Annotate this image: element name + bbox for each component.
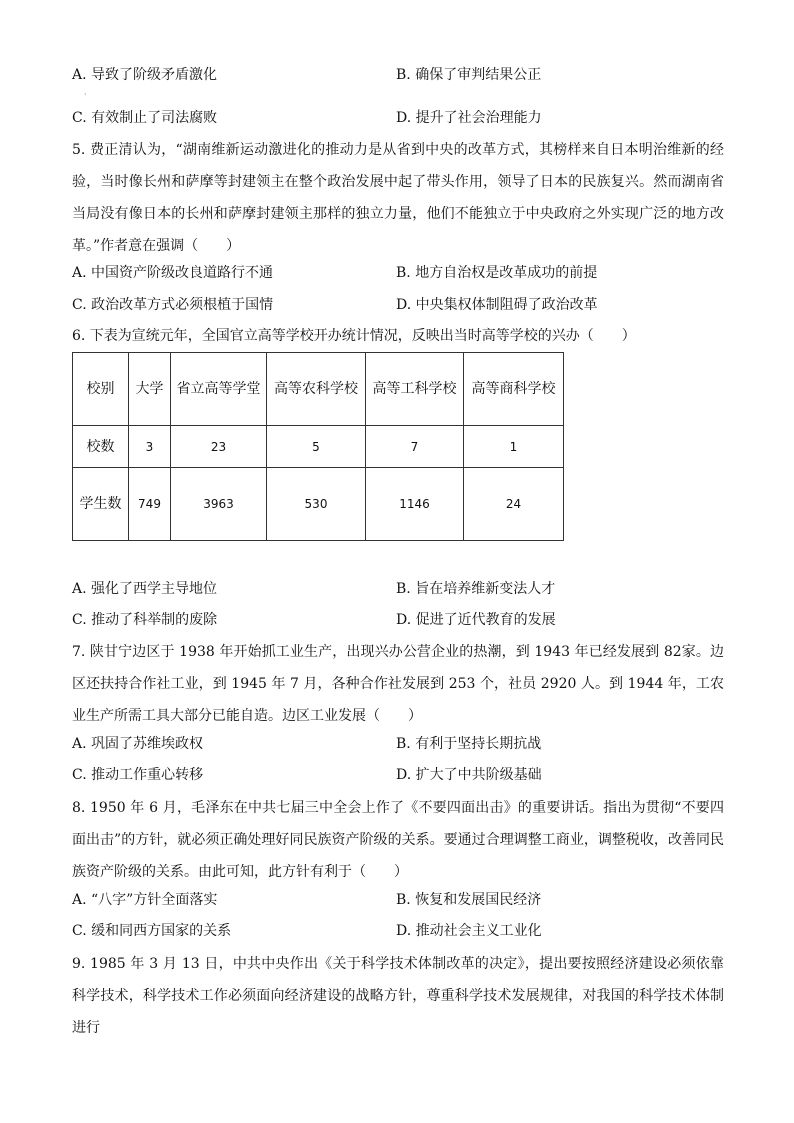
table-row bbox=[73, 426, 564, 468]
table-cell: 7 bbox=[366, 426, 464, 468]
q4-options-row-1 bbox=[72, 64, 732, 86]
header-cell: 高等农科学校 bbox=[267, 353, 366, 426]
q8-stem: 8. 1950 年 6 月，毛泽东在中共七届三中全会上作了《不要四面出击》的重要讲话。指出为贯彻“不要四面出击”的方针，就必须正确处理好同民族资产阶级的关系。要通过合理调整工商业，调整税收，改善同民族资产阶级的关系。由此可知，此方针有利于（ ） bbox=[72, 800, 724, 880]
q5-options-row-1 bbox=[72, 262, 732, 284]
q7-option-d[interactable]: D. 扩大了中共阶级基础 bbox=[396, 767, 542, 783]
table-cell: 1146 bbox=[366, 468, 464, 541]
table-cell: 24 bbox=[464, 468, 564, 541]
q6-option-b[interactable]: B. 旨在培养维新变法人才 bbox=[396, 581, 556, 597]
header-cell: 高等商科学校 bbox=[464, 353, 564, 426]
q8-options-row-1 bbox=[72, 889, 732, 911]
q6-stem: 6. 下表为宣统元年，全国官立高等学校开办统计情况，反映出当时高等学校的兴办（ ） bbox=[72, 328, 636, 344]
table-header-row bbox=[73, 353, 564, 426]
header-cell: 高等工科学校 bbox=[366, 353, 464, 426]
table-cell: 1 bbox=[464, 426, 564, 468]
q5-option-d[interactable]: D. 中央集权体制阻碍了政治改革 bbox=[396, 297, 598, 313]
q7-options-row-2 bbox=[72, 764, 732, 786]
q5-option-b[interactable]: B. 地方自治权是改革成功的前提 bbox=[396, 265, 598, 281]
q8-option-c[interactable]: C. 缓和同西方国家的关系 bbox=[72, 923, 232, 939]
q6-option-c[interactable]: C. 推动了科举制的废除 bbox=[72, 612, 218, 628]
q4-option-c[interactable]: C. 有效制止了司法腐败 bbox=[72, 110, 218, 126]
row-label: 学生数 bbox=[73, 468, 129, 541]
q6-options-row-2 bbox=[72, 609, 732, 631]
table-cell: 5 bbox=[267, 426, 366, 468]
table-cell: 23 bbox=[171, 426, 267, 468]
q4-option-a[interactable]: A. 导致了阶级矛盾激化 bbox=[72, 67, 218, 83]
table-cell: 3963 bbox=[171, 468, 267, 541]
q8-option-a[interactable]: A. “八字”方针全面落实 bbox=[72, 892, 218, 908]
q7-option-b[interactable]: B. 有利于坚持长期抗战 bbox=[396, 736, 542, 752]
q7-options-row-1 bbox=[72, 733, 732, 755]
q8-option-d[interactable]: D. 推动社会主义工业化 bbox=[396, 923, 542, 939]
q5-option-a[interactable]: A. 中国资产阶级改良道路行不通 bbox=[72, 265, 274, 281]
table-cell: 3 bbox=[129, 426, 171, 468]
q4-option-d[interactable]: D. 提升了社会治理能力 bbox=[396, 110, 542, 126]
q5-stem: 5. 费正清认为，“湖南维新运动激进化的推动力是从省到中央的改革方式，其榜样来自日本明治维新的经验，当时像长州和萨摩等封建领主在整个政治发展中起了带头作用，领导了日本的民族复兴。然而湖南省当局没有像日本的长州和萨摩封建领主那样的独立力量，他们不能独立于中央政府之外实现广泛的地方改革。”作者意在强调（ ） bbox=[72, 142, 724, 254]
q6-option-a[interactable]: A. 强化了西学主导地位 bbox=[72, 581, 218, 597]
q8-options-row-2 bbox=[72, 920, 732, 942]
margin-dot: · bbox=[84, 90, 87, 99]
school-statistics-table bbox=[72, 352, 564, 541]
table-cell: 749 bbox=[129, 468, 171, 541]
q6-option-d[interactable]: D. 促进了近代教育的发展 bbox=[396, 612, 556, 628]
q7-stem: 7. 陕甘宁边区于 1938 年开始抓工业生产，出现兴办公营企业的热潮，到 1943 年已经发展到 82家。边区还扶持合作社工业，到 1945 年 7 月，各种合作社发展到 253 个，社员 2920 人。到 1944 年，工农业生产所需工具大部分已能自造。边区工业发展（ ） bbox=[72, 644, 724, 724]
row-label: 校数 bbox=[73, 426, 129, 468]
q7-option-a[interactable]: A. 巩固了苏维埃政权 bbox=[72, 736, 204, 752]
q8-option-b[interactable]: B. 恢复和发展国民经济 bbox=[396, 892, 542, 908]
q5-option-c[interactable]: C. 政治改革方式必须根植于国情 bbox=[72, 297, 274, 313]
q9-stem: 9. 1985 年 3 月 13 日，中共中央作出《关于科学技术体制改革的决定》，提出要按照经济建设必须依靠科学技术，科学技术工作必须面向经济建设的战略方针，尊重科学技术发展规律，对我国的科学技术体制进行 bbox=[72, 956, 724, 1036]
q5-options-row-2 bbox=[72, 294, 732, 316]
q7-option-c[interactable]: C. 推动工作重心转移 bbox=[72, 767, 204, 783]
table-cell: 530 bbox=[267, 468, 366, 541]
header-cell: 省立高等学堂 bbox=[171, 353, 267, 426]
q6-options-row-1 bbox=[72, 578, 732, 600]
table-row bbox=[73, 468, 564, 541]
header-cell: 大学 bbox=[129, 353, 171, 426]
q4-options-row-2 bbox=[72, 107, 732, 129]
q4-option-b[interactable]: B. 确保了审判结果公正 bbox=[396, 67, 542, 83]
header-cell: 校别 bbox=[73, 353, 129, 426]
